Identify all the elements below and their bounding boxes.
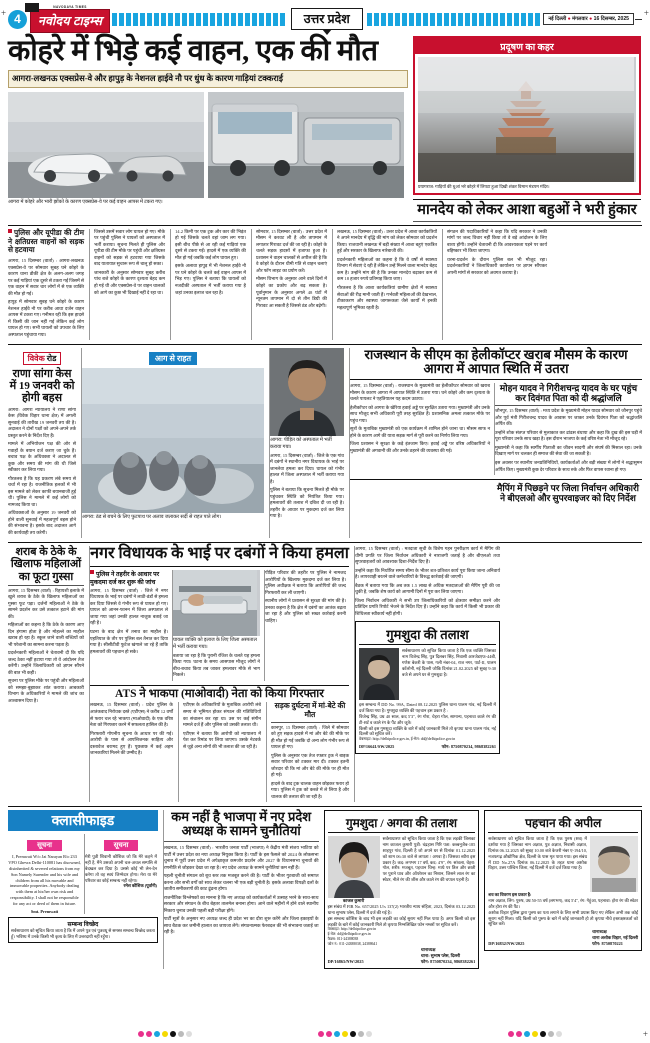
divider-asha-bottom bbox=[413, 221, 641, 222]
hospital-bed-illustration bbox=[173, 570, 257, 636]
identify-section[interactable] bbox=[484, 810, 642, 968]
asha-headline: मानदेय को लेकर आशा बहुओं ने भरी हुंकार bbox=[417, 201, 637, 218]
divider-mla bbox=[90, 566, 349, 567]
paragraph: प्रदर्शनकारी महिलाओं का कहना है कि वे वर्षों से स्वास्थ्य विभाग में सेवाएं दे रही हैं लेकिन उन्हें मिलने वाला मानदेय बेहद कम है। उन्होंने मांग की है कि उनका मानदेय बढ़ाकर कम से कम 18 हजार रुपये प्रतिमाह किया जाए। bbox=[337, 256, 437, 282]
missing-mid-footer bbox=[328, 947, 476, 964]
paragraph: महिलाओं का कहना है कि ठेके के कारण आए दिन हंगामा होता है और मोहल्ले का माहौल खराब हो रहा है। स्कूल जाने वाली बच्चियों को भी परेशानी का सामना करना पड़ता है। bbox=[8, 622, 84, 647]
paragraph: मौसम विभाग के अनुसार आने वाले दिनों में कोहरे का प्रकोप और बढ़ सकता है। पूर्वानुमान के अनुसार अगले 48 घंटों में न्यूनतम तापमान में दो से तीन डिग्री की गिरावट आ सकती है जिससे ठंड और बढ़ेगी। bbox=[256, 276, 327, 308]
agfire-photo bbox=[82, 368, 264, 513]
paragraph: आगरा, 15 दिसम्बर (वार्ता) : मतदाता सूची के विशेष गहन पुनरीक्षण कार्य में मैपिंग की धीमी प्रगति पर जिला निर्वाचन अधिकारी ने नाराजगी जताई है और बीएलओ तथा सुपरवाइजरों को आवश्यक दिशा-निर्देश दिए हैं। bbox=[355, 546, 500, 565]
divider-asha-top bbox=[413, 199, 641, 200]
identify-dp: DP/16832/NW/2025 bbox=[488, 940, 525, 946]
column-2 bbox=[89, 229, 165, 340]
page-number: 4 bbox=[8, 10, 27, 29]
lead-photo-caption: आगरा में कोहरे और भारी झोंको के कारण एक्सप्रेस-वे पर कई वाहन आपस में टकरा गए। bbox=[8, 199, 163, 205]
profile-caption: आगरा: पीड़ित को अस्पताल में भर्ती कराया गया। bbox=[270, 438, 332, 450]
classified-label-wrap-1 bbox=[8, 834, 81, 852]
column-4 bbox=[251, 229, 327, 340]
classified-label-wrap-2 bbox=[85, 834, 157, 852]
girl-portrait-icon bbox=[328, 836, 380, 898]
missing-mid-appeal: इस सम्बन्ध कोशिश के बाद भी इस लड़की का कोई सुराग नहीं मिल पाया है। अगर किसी को इस लड़की के बारे में कोई जानकारी मिले तो कृपया निम्नलिखित फोन नम्बरों पर सूचित करें। bbox=[327, 915, 476, 927]
asha-column-1 bbox=[332, 229, 437, 340]
classified-sub-title: सम्बन्ध विच्छेद bbox=[67, 922, 99, 929]
divider-lead-bottom bbox=[8, 225, 642, 226]
paragraph: हापुड़ में सोमवार सुबह घने कोहरे के कारण नेशनल हाईवे नौ पर करीब आधा दर्जन वाहन आपस में टकरा गए। गनीमत रही कि इस हादसे में किसी की जान नहीं गई लेकिन कई लोग घायल हो गए। सभी घायलों को उपचार के लिए अस्पताल पहुंचाया गया। bbox=[8, 299, 84, 337]
classified-notice-1[interactable] bbox=[8, 834, 81, 914]
missing-person-notice-top bbox=[355, 621, 500, 754]
paragraph: लखनऊ, 15 दिसम्बर (वार्ता) : भारतीय जनता पार्टी (भाजपा) ने केंद्रीय मंत्री संजय भाटिया को पार्टी में उत्तर प्रदेश का नया अध्यक्ष नियुक्त किया है। पार्टी के इस फैसले को 2024 के लोकसभा चुनाव में पूर्वी उत्तर प्रदेश में अपेक्षाकृत कमजोर प्रदर्शन और 2027 के विधानसभा चुनावों की रणनीति से जोड़कर देखा जा रहा है। नए प्रदेश अध्यक्ष के सामने चुनौतियां कम नहीं हैं। bbox=[163, 845, 319, 870]
ats-headline: ATS ने भाकपा (माओवादी) नेता को किया गिरफ्तार bbox=[115, 687, 324, 700]
rajasthan-section bbox=[349, 348, 642, 538]
missing-top-desc: विजेन्द्र सिंह, उम्र 40 साल, कद 5'3", रंग गोरा, चेहरा गोल, सामान्य, पहनावा काले रंग की टी-शर्ट व काले रंग के पैंट और जूते। bbox=[359, 714, 496, 725]
divider-mohan bbox=[495, 405, 642, 406]
identify-title: पहचान की अपील bbox=[488, 814, 638, 833]
missing-mid-signblock bbox=[421, 947, 475, 964]
missing-top-footer bbox=[359, 744, 496, 750]
paragraph: स्थानीय लोगों ने प्रशासन से सुरक्षा की मांग की है। उनका कहना है कि क्षेत्र में दबंगों का आतंक बढ़ता जा रहा है और पुलिस को सख्त कार्रवाई करनी चाहिए। bbox=[265, 598, 346, 623]
identify-signblock bbox=[592, 929, 638, 946]
paragraph: गिरफ्तारी गोपनीय सूचना के आधार पर की गई। आरोपी के पास से आपत्तिजनक साहित्य और दस्तावेज बरामद हुए हैं। पूछताछ में कई अहम जानकारियां मिलने की उम्मीद है। bbox=[90, 730, 173, 756]
mla-col-c bbox=[264, 570, 346, 681]
missing-mid-email: ई-मेल: dd@delhipolice.gov.in bbox=[327, 932, 371, 937]
missing-top-body: सर्वसाधारण को सूचित किया जाता है कि एक व्यक्ति जिसका नाम विजेन्द्र सिंह, पुत्र दिलबर सिंह, निवासी आरजेडएफ-44बी, गणेश बेकरी के पास, गली नंबर-04, राज नगर, पार्ट-II, पालम कॉलोनी, नई दिल्ली जोकि दिनांक 21.02.2025 को सुबह 9:30 बजे से अपने घर से गुमशुदा है। bbox=[402, 648, 496, 677]
mla-section bbox=[89, 546, 349, 802]
identify-body: सर्वसाधारण को सूचित किया जाता है कि एक पुरुष (शव) में दर्शाया गया है जिसका नाम अज्ञात, पुत्र अज्ञात, निवासी अज्ञात, दिनांक 06.12.2025 को सुबह 10.00 बजे केजरी नंबर ए-194/10, नजफगढ़ औद्योगिक क्षेत्र, दिल्ली के पास मृत पाया गया। इस संबंध में DD No.27A दिनांक 06.12.2025 के तहत थाना अशोक विहार, उत्तर पश्चिम जिला, नई दिल्ली में दर्ज दर्ज किया गया है। bbox=[488, 836, 587, 871]
paragraph: जिससे उसमें सवार लोग घायल हो गए। मौके पर पहुंची पुलिस ने घायलों को अस्पताल में भर्ती कराया। सूचना मिलते ही पुलिस और यूपीडा की टीम मौके पर पहुंची और क्षतिग्रस्त वाहनों को सड़क से हटवाया गया जिसके बाद यातायात सुचारू रूप से चालू हो सका। bbox=[94, 228, 165, 267]
crop-mark-right: + bbox=[643, 8, 649, 18]
paragraph: बताया जा रहा है कि पुरानी रंजिश के चलते यह हमला किया गया। घटना के समय आसपास मौजूद लोगों ने बीच-बचाव किया तब जाकर हमलावर मौके से भाग निकले। bbox=[173, 652, 260, 678]
missing-mid-title: गुमशुदा / अगवा की तलाश bbox=[328, 814, 476, 833]
paragraph: घटना के बाद क्षेत्र में तनाव का माहौल है। एहतियात के तौर पर पुलिस बल तैनात कर दिया गया है। सीसीटीवी फुटेज खंगाले जा रहे हैं ताकि हमलावरों की पहचान हो सके। bbox=[90, 629, 168, 654]
color-dots-right bbox=[508, 1031, 562, 1037]
masthead-end-rule bbox=[635, 19, 642, 20]
pollution-caption: प्रयागराज: गाड़ियों की धुआं भरे कोहरे में लिपटा हुआ दिखी शंकर विमान मंडपम मंदिर। bbox=[418, 184, 550, 189]
classified-signature-1: Smt. Premwati bbox=[30, 908, 59, 914]
lead-headline: कोहरे में भिड़े कई वाहन, एक की मौत bbox=[8, 35, 378, 67]
rajasthan-body bbox=[350, 383, 490, 454]
paragraph: हेलीकॉप्टर को आगरा के खेरिया हवाई अड्डे पर सुरक्षित उतारा गया। मुख्यमंत्री और उनके साथ मौजूद सभी अधिकारी पूरी तरह सुरक्षित हैं। प्रशासनिक अमला तत्काल मौके पर पहुंच गया। bbox=[350, 404, 490, 423]
agfire-caption: आगरा: ठंड से बचने के लिए फुटपाथ पर अलाव जलाकर सर्दी से राहत पाते लोग। bbox=[82, 515, 222, 521]
paragraph: कानपुर, 15 दिसम्बर (वार्ता) : जिले में सोमवार को हुए सड़क हादसे में मां और बेटे की मौके पर ही मौत हो गई जबकि दो अन्य लोग गंभीर रूप से घायल हो गए। bbox=[270, 724, 349, 750]
lead-section bbox=[8, 36, 642, 222]
paragraph: पुलिस ने बताया कि सूचना मिलते ही मौके पर पहुंचकर स्थिति को नियंत्रित किया गया। हमलावरों की तलाश में दबिश दी जा रही है। तहरीर के आधार पर मुकदमा दर्ज कर लिया गया है। bbox=[270, 487, 344, 519]
paragraph: गौरतलब है कि यह प्रकरण लंबे समय से चर्चा में रहा है। राजनीतिक हलकों में भी इस मामले को लेकर काफी बयानबाजी हुई थी। पुलिस ने मामले में कई लोगों को नामजद किया था। bbox=[8, 475, 76, 507]
paragraph: बैठक में बताया गया कि अब तक 1.5 लाख से अधिक मतदाताओं की मैपिंग पूरी की जा चुकी है, जबकि शेष कार्य को आगामी दिनों में पूरा कर लिया जाएगा। bbox=[355, 582, 500, 595]
paragraph: पुलिस के अनुसार एक तेज रफ्तार ट्रक ने बाइक सवार परिवार को टक्कर मार दी। टक्कर इतनी जोरदार थी कि मां और बेटे की मौके पर ही मौत हो गई। bbox=[270, 752, 349, 778]
missing-mid-photo bbox=[328, 836, 380, 898]
identify-station: थाना अशोक विहार, नई दिल्ली bbox=[592, 935, 638, 941]
paragraph: हादसे के बाद ट्रक चालक वाहन छोड़कर फरार हो गया। पुलिस ने ट्रक को कब्जे में ले लिया है और चालक की तलाश की जा रही है। bbox=[270, 780, 349, 799]
paragraph: सोमवार, 15 दिसम्बर (वार्ता) : उत्तर प्रदेश में मौसम ने करवट ली है और तापमान में लगातार गिरावट दर्ज की जा रही है। कोहरे के चलते सड़क हादसों में इजाफा हुआ है। प्रशासन ने वाहन चालकों से अपील की है कि वे कोहरे के दौरान धीमी गति से वाहन चलाएं और फॉग लाइट का प्रयोग करें। bbox=[256, 228, 327, 273]
publication-name-english: NAVODAYA TIMES bbox=[53, 5, 87, 9]
missing-mid-body: सर्वसाधारण को सूचित किया जाता है कि एक लड़की जिसका नाम काजल कुमारी पुत्री: चंद्रहास गिरि पता: कब्बनूजैब-185 शाहपुर गांव, दिल्ली है जो अपने घर से दिनांक 01.12.2025 को शाम 06:30 बजे से लापता / अगवा है। जिसका ब्यौरा इस प्रकार है। कद: लगभग 17 वर्ष, कद: 4'9", रंग: सांवला, चेहरा: गोल, शरीर: मजबूत, पहचान चिन्ह: माथे पर तिल और छाती पर पुराने घाव और ऑपरेशन का निशान, जिसने लाल रंग का स्वेटर, नीले रंग की जींस और काले रंग की चप्पल पहनी है। bbox=[382, 836, 476, 883]
column-1 bbox=[8, 229, 84, 340]
mla-photo bbox=[173, 570, 260, 636]
divider-band-3 bbox=[8, 542, 642, 543]
divider-mapping-top bbox=[350, 479, 642, 480]
classified-sub-text: सर्वसाधारण को सूचित किया जाता है कि मैं अपने पुत्र एवं पुत्रवधू से समस्त सम्बन्ध विच्छेद करता हूँ। भविष्य में उनके किसी भी कृत्य के लिए मैं उत्तरदायी नहीं रहूँगा। bbox=[11, 928, 155, 940]
paragraph: सूत्रों के मुताबिक मुख्यमंत्री को एक कार्यक्रम में शामिल होने जाना था। मौसम साफ न होने के कारण आगे की यात्रा सड़क मार्ग से पूरी करने का निर्णय लिया गया। bbox=[350, 426, 490, 438]
lead-left-column bbox=[8, 36, 408, 222]
band-2 bbox=[8, 348, 642, 538]
color-registration-bar bbox=[0, 1031, 650, 1041]
classified-notice-2[interactable] bbox=[84, 834, 157, 914]
missing-top-dp: DP/16641/SW/2025 bbox=[359, 744, 395, 750]
dot-separator-icon: ● bbox=[567, 16, 571, 22]
accident-headline: सड़क दुर्घटना में मां-बेटे की मौत bbox=[274, 701, 346, 720]
smog-temple-illustration bbox=[418, 57, 634, 182]
missing-mid-row bbox=[328, 836, 476, 904]
mapping-headline: मैपिंग में पिछड़ने पर जिला निर्वाचन अधिकारी ने बीएलओ और सुपरवाइजर को दिए निर्देश bbox=[497, 483, 639, 504]
paragraph: प्रदर्शनकारी महिलाओं ने चेतावनी दी कि यदि जल्द ठेका नहीं हटाया गया तो वे आंदोलन तेज करेंगी। उन्होंने जिलाधिकारी को ज्ञापन सौंपने की बात भी कही। bbox=[8, 650, 84, 675]
classified-text-2: मेरी पुत्री शिवानी कौशिक जो कि मेरे कहने में नहीं है, मैंने उसको अपनी चल-अचल सम्पत्ति से बेदखल कर दिया है। उससे कोई भी लेन-देन करेगा तो वह स्वयं जिम्मेदार होगा। मेरा या मेरे परिवार का कोई सम्बन्ध नहीं रहेगा। bbox=[85, 854, 157, 883]
mapping-spacer bbox=[350, 483, 490, 503]
lead-photo-pair bbox=[8, 92, 408, 198]
missing-mid-photo-caption: काजल कुमारी bbox=[342, 898, 365, 904]
missing-mid-sign-label: थानाध्यक्ष bbox=[420, 947, 436, 953]
crop-mark-left: + bbox=[1, 8, 7, 18]
mla-headline: नगर विधायक के भाई पर दबंगों ने किया हमला bbox=[90, 545, 349, 563]
classified-text-1: I, Premwati W/o Jai Narayan R/o 233 VPO Ghevra Delhi-110081 has disowned, disinherited & severed relations from my Son Namely Surender and his wife and children from all his movable and immovable properties. Anybody dealing with them at his/her own risk and responsibility. I shall not be responsible for any act or deed of them in future. bbox=[8, 854, 81, 906]
classified-label-1: सूचना bbox=[27, 840, 62, 851]
divider-band-2 bbox=[8, 344, 642, 345]
publication-name: नवोदय टाइम्स bbox=[30, 9, 110, 33]
paragraph: जिला निर्वाचन अधिकारी ने सभी उप जिलाधिकारियों को क्षेत्रवार समीक्षा करने और प्रतिदिन प्रगति रिपोर्ट भेजने के निर्देश दिए हैं। उन्होंने कहा कि कार्य में किसी भी प्रकार की शिथिलता स्वीकार्य नहीं होगी। bbox=[355, 597, 500, 616]
mla-bullet-head bbox=[90, 570, 168, 586]
color-dots-left bbox=[138, 1031, 192, 1037]
missing-top-web: वेबसाइट: http://delhipolice.gov.in, ई-मेल: dd@delhipolice.gov.in bbox=[359, 737, 456, 742]
paragraph: जौनपुर, 15 दिसम्बर (वार्ता) : मध्य प्रदेश के मुख्यमंत्री मोहन यादव सोमवार को जौनपुर पहुंचे और पूर्व मंत्री गिरीशचन्द्र यादव के आवास पर जाकर उनके दिवंगत पिता को श्रद्धांजलि अर्पित की। bbox=[495, 408, 642, 427]
lead-photo-bus bbox=[208, 92, 404, 198]
asha-column-2 bbox=[442, 229, 547, 340]
mla-body-b bbox=[173, 653, 260, 679]
bullet-square-icon bbox=[8, 229, 12, 233]
missing-top-photo bbox=[359, 648, 399, 700]
mohan-headline: मोहन यादव ने गिरीशचन्द्र यादव के घर पहुंच कर दिवंगत पिता को दी श्रद्धांजलि bbox=[499, 383, 638, 404]
paragraph: लखनऊ, 15 दिसम्बर (वार्ता) : उत्तर प्रदेश में आशा कार्यकत्रियों ने अपने मानदेय में वृद्धि की मांग को लेकर सोमवार को प्रदर्शन किया। राजधानी लखनऊ में बड़ी संख्या में आशा बहुएं एकत्रित हुईं और सरकार के खिलाफ नारेबाजी की। bbox=[337, 228, 437, 254]
paragraph: अधिवक्ताओं के अनुसार 19 जनवरी को होने वाली सुनवाई में महत्वपूर्ण बहस होने की संभावना है। इसके बाद अदालत आगे की कार्यवाही तय करेगी। bbox=[8, 510, 76, 535]
liquor-body bbox=[8, 588, 84, 705]
missing-mid-dp: DP/16865/NW/2025 bbox=[327, 958, 364, 964]
band-4 bbox=[8, 810, 642, 968]
missing-mid-tel: फोन नं.: 011-24388038, 24388641 bbox=[327, 942, 378, 947]
paragraph: संगठन की पदाधिकारियों ने कहा कि यदि सरकार ने उनकी मांगों पर जल्द विचार नहीं किया तो वे बड़े आंदोलन के लिए बाध्य होंगी। उन्होंने चेतावनी दी कि आवश्यकता पड़ने पर कार्य बहिष्कार भी किया जाएगा। bbox=[447, 228, 547, 254]
rajasthan-row bbox=[350, 383, 642, 475]
agfire-section bbox=[81, 348, 264, 538]
divider-accident bbox=[271, 722, 349, 723]
classified-sub-notice[interactable] bbox=[8, 917, 158, 943]
paragraph: लखनऊ, 15 दिसम्बर (वार्ता) : प्रदेश पुलिस के आतंकवाद निरोधक दस्ते (एटीएस) ने करीब 12 वर्षों से फरार चल रहे भाकपा (माओवादी) के एक वरिष्ठ नेता को गिरफ्तार करने में सफलता हासिल की है। bbox=[90, 702, 173, 728]
paragraph: गौरतलब है कि आशा कार्यकत्रियां ग्रामीण क्षेत्रों में स्वास्थ्य सेवाओं की रीढ़ मानी जाती हैं। गर्भवती महिलाओं की देखभाल, टीकाकरण और स्वास्थ्य जागरूकता जैसे कार्यों में इनकी महत्वपूर्ण भूमिका रहती है। bbox=[337, 284, 437, 310]
mapping-body bbox=[355, 546, 500, 617]
divider-band-4 bbox=[8, 806, 642, 807]
classified-label-2: सूचना bbox=[104, 840, 139, 851]
vivek-tag bbox=[23, 352, 62, 365]
vivek-tag-wrap bbox=[8, 348, 76, 366]
band-3 bbox=[8, 546, 642, 802]
vivek-headline: राणा सांगा केस में 19 जनवरी को होगी बहस bbox=[9, 368, 75, 405]
missing-mid-photo-wrap bbox=[328, 836, 380, 904]
mohan-block bbox=[494, 383, 642, 475]
divider-rajasthan bbox=[350, 379, 642, 380]
missing-top-row bbox=[359, 648, 496, 700]
mohan-body bbox=[495, 408, 642, 473]
mapping-block bbox=[494, 483, 642, 503]
missing-mid-phone: फोन: 8750870234, 9868382261 bbox=[420, 958, 476, 964]
mapping-row bbox=[350, 483, 642, 503]
identify-appeal: अशोक विहार पुलिस द्वारा पुरुष का पता लगाने के लिए सभी प्रयास किए गए लेकिन अभी तक कोई सुराग नहीं मिला। यदि किसी को पुरुष के बारे में कोई जानकारी हो तो कृपया नीचे हस्ताक्षरकर्ता को सूचित करें। bbox=[488, 909, 638, 927]
mla-body-a bbox=[90, 588, 168, 655]
right-rail bbox=[354, 546, 500, 802]
ats-col-3 bbox=[266, 702, 349, 802]
paragraph: एटीएस ने बताया कि आरोपी को न्यायालय में पेश कर रिमांड पर लिया जाएगा। उसके नेटवर्क से जुड़े अन्य लोगों की भी तलाश की जा रही है। bbox=[182, 730, 261, 749]
missing-mid-fir: इस संबंध में FIR No. 657/2025 U/s 137(2) भारतीय न्याय संहिता, 2023, दिनांक 03.12.2025 थाना सुभाष प्लेस, दिल्ली में दर्ज की गई है। bbox=[327, 904, 476, 916]
identify-row bbox=[488, 836, 638, 892]
paragraph: धरना-प्रदर्शन के दौरान पुलिस बल भी मौजूद रहा। प्रदर्शनकारियों ने जिलाधिकारी कार्यालय पर ज्ञापन सौंपकर अपनी मांगों से सरकार को अवगत कराया है। bbox=[447, 256, 547, 275]
identify-desc: नाम अज्ञात, लिंग: पुरुष, उम्र 50-55 वर्ष (लगभग), कद 5'4", रंग: गेहुंआ, पहनावा: होरा रंग की स्वेटर और होरा रंग की पैंट। bbox=[488, 898, 638, 910]
classified-notices bbox=[8, 834, 158, 914]
liquor-section bbox=[8, 546, 84, 802]
vivek-tag-prefix: विवेक bbox=[27, 354, 45, 364]
paragraph: आगरा: आगरा न्यायालय ने राणा सांगा केस (विवेक विहार थाना क्षेत्र) में अगली सुनवाई की तारीख 19 जनवरी तय की है। अदालत ने दोनों पक्षों को अपने-अपने तर्क प्रस्तुत करने के निर्देश दिए हैं। bbox=[8, 406, 76, 438]
paragraph: आगरा, 15 दिसम्बर (वार्ता) : जिले में नगर विधायक के भाई पर दबंगों ने लाठी-डंडों से हमला कर दिया जिससे वे गंभीर रूप से घायल हो गए। घायल को आनन-फानन में जिला अस्पताल ले जाया गया जहां उनकी हालत नाजुक बताई जा रही है। bbox=[90, 587, 168, 626]
identify-notice bbox=[484, 810, 642, 950]
paragraph: मुख्यमंत्री ने कहा कि स्वर्गीय पिताजी का जीवन सादगी और संघर्ष की मिसाल रहा। उनके दिखाए मार्ग पर चलकर ही समाज की सेवा की जा सकती है। bbox=[495, 444, 642, 457]
vivek-tag-suffix: रोड bbox=[46, 354, 57, 364]
agfire-tag: आग से राहत bbox=[149, 352, 197, 365]
mla-col-a bbox=[90, 570, 168, 681]
missing-top-dd: इस सम्बन्ध में DD No. 99A, Dated 08.12.2025 पुलिस थाना पालम गांव, नई दिल्ली में दर्ज किया गया है। गुमशुदा व्यक्ति की पहचान इस प्रकार है : bbox=[359, 702, 496, 714]
paragraph: मामले में अभियोजन पक्ष की ओर से गवाहों के बयान दर्ज कराए जा चुके हैं। बचाव पक्ष के अधिवक्ता ने अदालत से कुछ और समय की मांग की थी जिसे स्वीकार कर लिया गया। bbox=[8, 441, 76, 473]
identify-desc-head: शव का विवरण इस प्रकार है: bbox=[488, 892, 532, 898]
paragraph: आगरा, 15 दिसम्बर (वार्ता) : जिले के एक गांव में दबंगों ने स्थानीय नगर विधायक के भाई पर जानलेवा हमला कर दिया। घायल को गंभीर हालत में जिला अस्पताल में भर्ती कराया गया है। bbox=[270, 452, 344, 484]
paragraph: आगरा, 15 दिसम्बर (वार्ता) : राजस्थान के मुख्यमंत्री का हेलीकॉप्टर सोमवार को खराब मौसम के कारण आगरा में आपात स्थिति में उतारा गया। घने कोहरे और कम दृश्यता के चलते पायलट ने एहतियातन यह कदम उठाया। bbox=[350, 383, 490, 402]
liquor-headline: शराब के ठेके के खिलाफ महिलाओं का फूटा गुस्सा bbox=[10, 546, 82, 583]
paragraph: पीड़ित परिवार की तहरीर पर पुलिस ने नामजद आरोपियों के खिलाफ मुकदमा दर्ज कर लिया है। पुलिस अधीक्षक ने बताया कि आरोपियों की जल्द गिरफ्तारी कर ली जाएगी। bbox=[265, 570, 346, 595]
bullet-square-icon bbox=[90, 570, 94, 574]
lead-photo-fog bbox=[8, 92, 204, 198]
rajasthan-left bbox=[350, 383, 490, 475]
classified-section[interactable] bbox=[8, 810, 158, 968]
pollution-redbox bbox=[413, 36, 641, 195]
dateline-day: मंगलवार bbox=[572, 16, 588, 22]
dot-separator-icon-2: ● bbox=[589, 16, 593, 22]
missing-top-title: गुमशुदा की तलाश bbox=[359, 625, 496, 645]
paragraph: सूचना पर पुलिस मौके पर पहुंची और महिलाओं को समझा-बुझाकर शांत कराया। आबकारी विभाग के अधिकारियों ने मामले की जांच का आश्वासन दिया है। bbox=[8, 678, 84, 703]
identify-photo bbox=[590, 836, 638, 892]
paragraph: उन्होंने कहा कि निर्धारित समय सीमा के भीतर शत-प्रतिशत कार्य पूरा किया जाना अनिवार्य है। लापरवाही बरतने वाले कर्मचारियों के विरुद्ध कार्रवाई की जाएगी। bbox=[355, 567, 500, 580]
mla-body-c bbox=[265, 570, 346, 624]
missing-mid-section[interactable] bbox=[324, 810, 480, 968]
stripe-decoration-left bbox=[112, 13, 287, 26]
dateline bbox=[543, 13, 634, 25]
bonfire-illustration bbox=[82, 368, 264, 513]
lead-bullet-head-text: पुलिस और यूपीडा की टीम ने क्षतिग्रस्त वाहनों को सड़क से हटवाया bbox=[8, 227, 84, 255]
profile-photo bbox=[270, 348, 344, 436]
paragraph: पार्टी सूत्रों के अनुसार नए अध्यक्ष जल्द ही प्रदेश भर का दौरा शुरू करेंगे और जिला इकाइयों के साथ बैठक कर जमीनी हालात का जायजा लेंगे। संगठनात्मक फेरबदल की भी संभावना जताई जा रही है। bbox=[163, 916, 319, 935]
divider-liquor bbox=[8, 585, 84, 586]
agfire-tag-wrap bbox=[82, 348, 264, 366]
lead-subhead: आगरा-लखनऊ एक्सप्रेस-वे और हापुड़ के नेशनल हाईवे नौ पर धुंध के कारण गाड़ियां टक्कराई bbox=[8, 70, 408, 87]
mla-bullet-head-text: पुलिस ने तहरीर के आधार पर मुकदमा दर्ज कर शुरू की जांच bbox=[90, 571, 160, 586]
profile-section bbox=[269, 348, 344, 538]
column-3 bbox=[170, 229, 246, 340]
missing-top-appeal: किसी को इस गुमशुदा व्यक्ति के बारे में कोई जानकारी मिले तो कृपया थाना पालम गांव, नई दिल्ली को सूचित करें। bbox=[359, 725, 496, 737]
paragraph: पहली चुनौती संगठन को बूथ स्तर तक मजबूत करने की है। पार्टी के भीतर गुटबाजी को समाप्त करना और सभी वर्गों को साथ लेकर चलना भी एक बड़ी चुनौती है। इसके अलावा विपक्षी दलों के जातीय समीकरणों की काट ढूंढना होगा। bbox=[163, 873, 319, 892]
unidentified-body-icon bbox=[590, 836, 638, 892]
paragraph: राजनीतिक विश्लेषकों का मानना है कि नए अध्यक्ष को कार्यकर्ताओं में उत्साह भरने के साथ-साथ सरकार और संगठन के बीच बेहतर तालमेल बनाना होगा। आने वाले महीनों में होने वाले स्थानीय निकाय चुनाव उनकी पहली बड़ी परीक्षा होंगे। bbox=[163, 894, 319, 913]
lead-body-columns bbox=[8, 229, 642, 340]
paragraph: आगरा, 15 दिसम्बर (वार्ता) : आगरा-लखनऊ एक्सप्रेस-वे पर सोमवार सुबह घने कोहरे के कारण थाना डौकी क्षेत्र के अलग-अलग जगह पर कई गाड़ियां एक दूसरे से टकरा गई जिसमें से एक वाहन में सवार चार लोगों में से एक व्यक्ति की मौत हो गई। bbox=[8, 258, 84, 296]
missing-mid-notice bbox=[324, 810, 480, 968]
ats-columns bbox=[90, 702, 349, 802]
bjp-headline: कम नहीं है भाजपा में नए प्रदेश अध्यक्ष के सामने चुनौतियां bbox=[171, 809, 312, 839]
paragraph: एटीएस के अधिकारियों के मुताबिक आरोपी लंबे समय से भूमिगत होकर संगठन की गतिविधियों का संचालन कर रहा था। उस पर कई संगीन मामले दर्ज हैं और पुलिस को उसकी तलाश थी। bbox=[182, 702, 261, 728]
missing-mid-station: थाना: सुभाष प्लेस, दिल्ली bbox=[420, 953, 461, 959]
vivek-body bbox=[8, 407, 76, 537]
ats-col-1 bbox=[90, 702, 173, 802]
bjp-body bbox=[164, 845, 319, 936]
masthead bbox=[8, 6, 642, 32]
pollution-photo-box bbox=[413, 36, 641, 222]
fog-crash-illustration bbox=[8, 92, 204, 198]
dateline-city: नई दिल्ली bbox=[548, 16, 567, 22]
paragraph: आगरा, 15 दिसम्बर (वार्ता) : रिहायशी इलाके में खुले शराब के ठेके के खिलाफ महिलाओं का गुस्सा फूट पड़ा। दर्जनों महिलाओं ने ठेके के सामने प्रदर्शन कर उसे तत्काल हटाने की मांग की। bbox=[8, 587, 84, 619]
dateline-date: 16 दिसम्बर, 2025 bbox=[593, 16, 629, 22]
bjp-section bbox=[163, 810, 319, 968]
paragraph: जानकारी के अनुसार सोमवार सुबह करीब पांच बजे कोहरे के कारण दृश्यता बेहद कम हो गई थी और एक्सप्रेस-वे पर वाहन चालकों को आगे का कुछ भी दिखाई नहीं दे रहा था। bbox=[94, 269, 165, 295]
missing-top-phone: फोन: 8750870234, 9868382261 bbox=[441, 744, 496, 750]
color-dots-mid bbox=[318, 1031, 372, 1037]
vivek-section bbox=[8, 348, 76, 538]
pollution-photo bbox=[418, 57, 636, 182]
classified-signature-2: रमेश कौशिक (पूर्वानी) bbox=[123, 883, 157, 889]
bus-damage-illustration bbox=[208, 92, 404, 198]
crop-mark-bottom-right: + bbox=[642, 1029, 648, 1039]
stripe-decoration-right bbox=[367, 13, 542, 26]
ats-col-2 bbox=[178, 702, 261, 802]
divider-ats-top bbox=[90, 685, 349, 686]
mla-caption: घायल व्यक्ति को इलाज के लिए जिला अस्पताल में भर्ती कराया गया। bbox=[173, 638, 257, 650]
profile-body bbox=[270, 453, 344, 520]
identify-footer bbox=[488, 929, 638, 946]
paragraph: इसके अलावा हापुड़ में भी नेशनल हाईवे नौ पर घने कोहरे के चलते कई वाहन आपस में भिड़ गए। पुलिस ने बताया कि घायलों को नजदीकी अस्पताल में भर्ती कराया गया है जहां उनका इलाज चल रहा है। bbox=[175, 263, 246, 295]
mla-col-b bbox=[172, 570, 260, 681]
paragraph: उन्होंने शोक संतप्त परिवार से मुलाकात कर ढांढस बंधाया और कहा कि दुख की इस घड़ी में पूरा परिवार उनके साथ खड़ा है। इस दौरान भाजपा के कई वरिष्ठ नेता भी मौजूद रहे। bbox=[495, 429, 642, 442]
mla-row bbox=[90, 570, 349, 681]
portrait-illustration bbox=[270, 348, 344, 436]
publication-logo[interactable] bbox=[30, 5, 110, 33]
paragraph: 14.2 किमी पर एक ट्रक और कार की भिड़ंत हो गई जिसके चलते वहां जाम लग गया। इसी बीच पीछे से आ रही कई गाड़ियां एक दूसरे से टकरा गईं। हादसे में एक व्यक्ति की मौत हो गई जबकि कई लोग घायल हुए। bbox=[175, 228, 246, 260]
paragraph: जिला प्रशासन ने सुरक्षा के कड़े इंतजाम किए। हवाई अड्डे पर वरिष्ठ अधिकारियों ने मुख्यमंत्री की अगवानी की और उनके ठहरने की व्यवस्था की गई। bbox=[350, 441, 490, 453]
missing-mid-fax: फैक्स: 011-24388038 bbox=[327, 937, 359, 942]
identify-sign-label: थानाध्यक्ष bbox=[592, 929, 607, 935]
flag-icon bbox=[25, 3, 39, 12]
missing-person-portrait-icon bbox=[359, 648, 399, 700]
edition-tab[interactable]: उत्तर प्रदेश bbox=[291, 8, 363, 30]
lead-bullet-head bbox=[8, 229, 84, 255]
missing-mid-web: वेबसाइट: http://delhipolice.gov.in bbox=[327, 927, 376, 932]
classified-title: क्लासीफाइड bbox=[8, 810, 158, 831]
paragraph: इस अवसर पर स्थानीय जनप्रतिनिधियों, कार्यकर्ताओं और बड़ी संख्या में लोगों ने श्रद्धासुमन अर्पित किए। मुख्यमंत्री कुछ देर परिवार के साथ रुके और फिर वापस रवाना हो गए। bbox=[495, 459, 642, 472]
identify-phone: फोन: 8750870221 bbox=[592, 940, 623, 946]
rajasthan-headline: राजस्थान के सीएम का हेलीकॉप्टर खराब मौसम के कारण आगरा में आपात स्थिति में उतरा bbox=[364, 347, 628, 377]
pollution-label: प्रदूषण का कहर bbox=[415, 38, 639, 54]
divider-bjp bbox=[164, 841, 319, 842]
